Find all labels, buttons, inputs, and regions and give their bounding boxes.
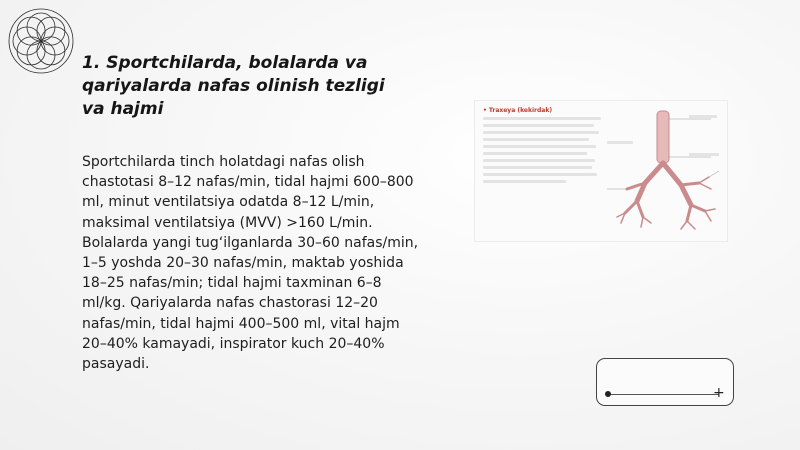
slider-widget[interactable] xyxy=(596,358,734,406)
bronchial-tree-icon xyxy=(607,105,723,237)
plus-icon[interactable]: + xyxy=(713,385,725,401)
figure-heading: • Traxeya (kekirdak) xyxy=(483,107,553,114)
slide-body-text: Sportchilarda tinch holatdagi nafas olish chastotasi 8–12 nafas/min, tidal hajmi 600–800 ml, minut ventilatsiya odatda 8–12 L/min, maksimal ventilatsiya (MVV) >160 L/min. Bolalarda yangi tug‘ilganlarda 30–60 nafas/min, 1–5 yoshda 20–30 nafas/min, maktab yoshida 18–25 nafas/min; tidal hajmi taxminan 6–8 ml/kg. Qariyalarda nafas chastorasi 12–20 nafas/min, tidal hajmi 400–500 ml, vital hajm 20–40% kamayadi, inspirator kuch 20–40% pasayadi. xyxy=(82,154,419,373)
slide-title: 1. Sportchilarda, bolalarda va qariyalarda nafas olinish tezligi va hajmi xyxy=(82,53,385,119)
trachea-diagram-image xyxy=(474,100,728,242)
spirograph-logo-icon xyxy=(4,4,78,78)
figure-text-lines xyxy=(483,117,601,187)
slider-track[interactable] xyxy=(609,394,719,395)
slider-handle[interactable] xyxy=(605,391,611,397)
